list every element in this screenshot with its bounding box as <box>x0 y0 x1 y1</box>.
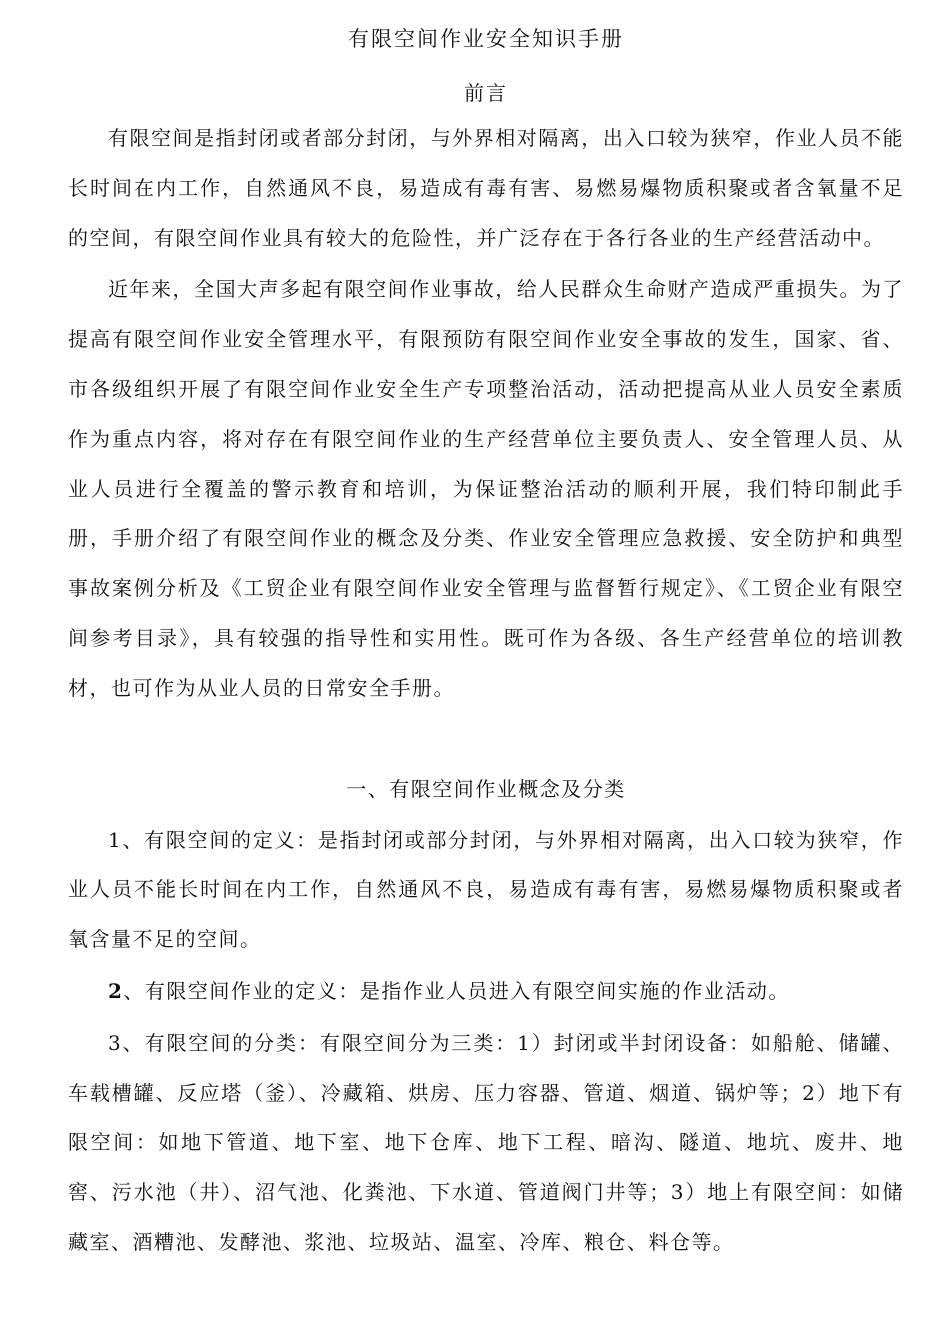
preface-heading: 前言 <box>464 81 508 105</box>
item-text: 、有限空间作业的定义：是指作业人员进入有限空间实施的作业活动。 <box>123 978 790 1003</box>
classification-item-3 <box>68 1019 904 1268</box>
item-number: 1 <box>108 827 123 852</box>
item-number: 2 <box>108 978 124 1003</box>
document-page <box>68 24 904 1270</box>
definition-item-1 <box>68 816 904 965</box>
preface-paragraph-2: 近年来，全国大声多起有限空间作业事故，给人民群众生命财产造成严重损失。为了提高有限空间作业安全管理水平，有限预防有限空间作业安全事故的发生，国家、省、市各级组织开展了有限空间作业安全生产专项整治活动，活动把提高从业人员安全素质作为重点内容，将对存在有限空间作业的生产经营单位主要负责人、安全管理人员、从业人员进行全覆盖的警示教育和培训，为保证整治活动的顺利开展，我们特印制此手册，手册介绍了有限空间作业的概念及分类、作业安全管理应急救援、安全防护和典型事故案例分析及《工贸企业有限空间作业安全管理与监督暂行规定》、《工贸企业有限空间参考目录》，具有较强的指导性和实用性。既可作为各级、各生产经营单位的培训教材，也可作为从业人员的日常安全手册。 <box>68 277 904 700</box>
item-text: 、有限空间的定义：是指封闭或部分封闭，与外界相对隔离，出入口较为狭窄，作业人员不能长时间在内工作，自然通风不良，易造成有毒有害，易燃易爆物质积聚或者氧含量不足的空间。 <box>68 827 904 952</box>
item-number: 3 <box>108 1030 123 1055</box>
section-1-heading: 一、有限空间作业概念及分类 <box>346 776 626 801</box>
definition-item-2 <box>68 967 904 1017</box>
item-text: 、有限空间的分类：有限空间分为三类：1）封闭或半封闭设备：如船舱、储罐、车载槽罐、反应塔（釜）、冷藏箱、烘房、压力容器、管道、烟道、锅炉等；2）地下有限空间：如地下管道、地下室、地下仓库、地下工程、暗沟、隧道、地坑、废井、地窖、污水池（井）、沼气池、化粪池、下水道、管道阀门井等；3）地上有限空间：如储藏室、酒糟池、发酵池、浆池、垃圾站、温室、冷库、粮仓、料仓等。 <box>68 1030 904 1254</box>
preface-paragraph-1: 有限空间是指封闭或者部分封闭，与外界相对隔离，出入口较为狭窄，作业人员不能长时间在内工作，自然通风不良，易造成有毒有害、易燃易爆物质积聚或者含氧量不足的空间，有限空间作业具有较大的危险性，并广泛存在于各行各业的生产经营活动中。 <box>68 126 904 250</box>
document-title: 有限空间作业安全知识手册 <box>348 27 624 51</box>
